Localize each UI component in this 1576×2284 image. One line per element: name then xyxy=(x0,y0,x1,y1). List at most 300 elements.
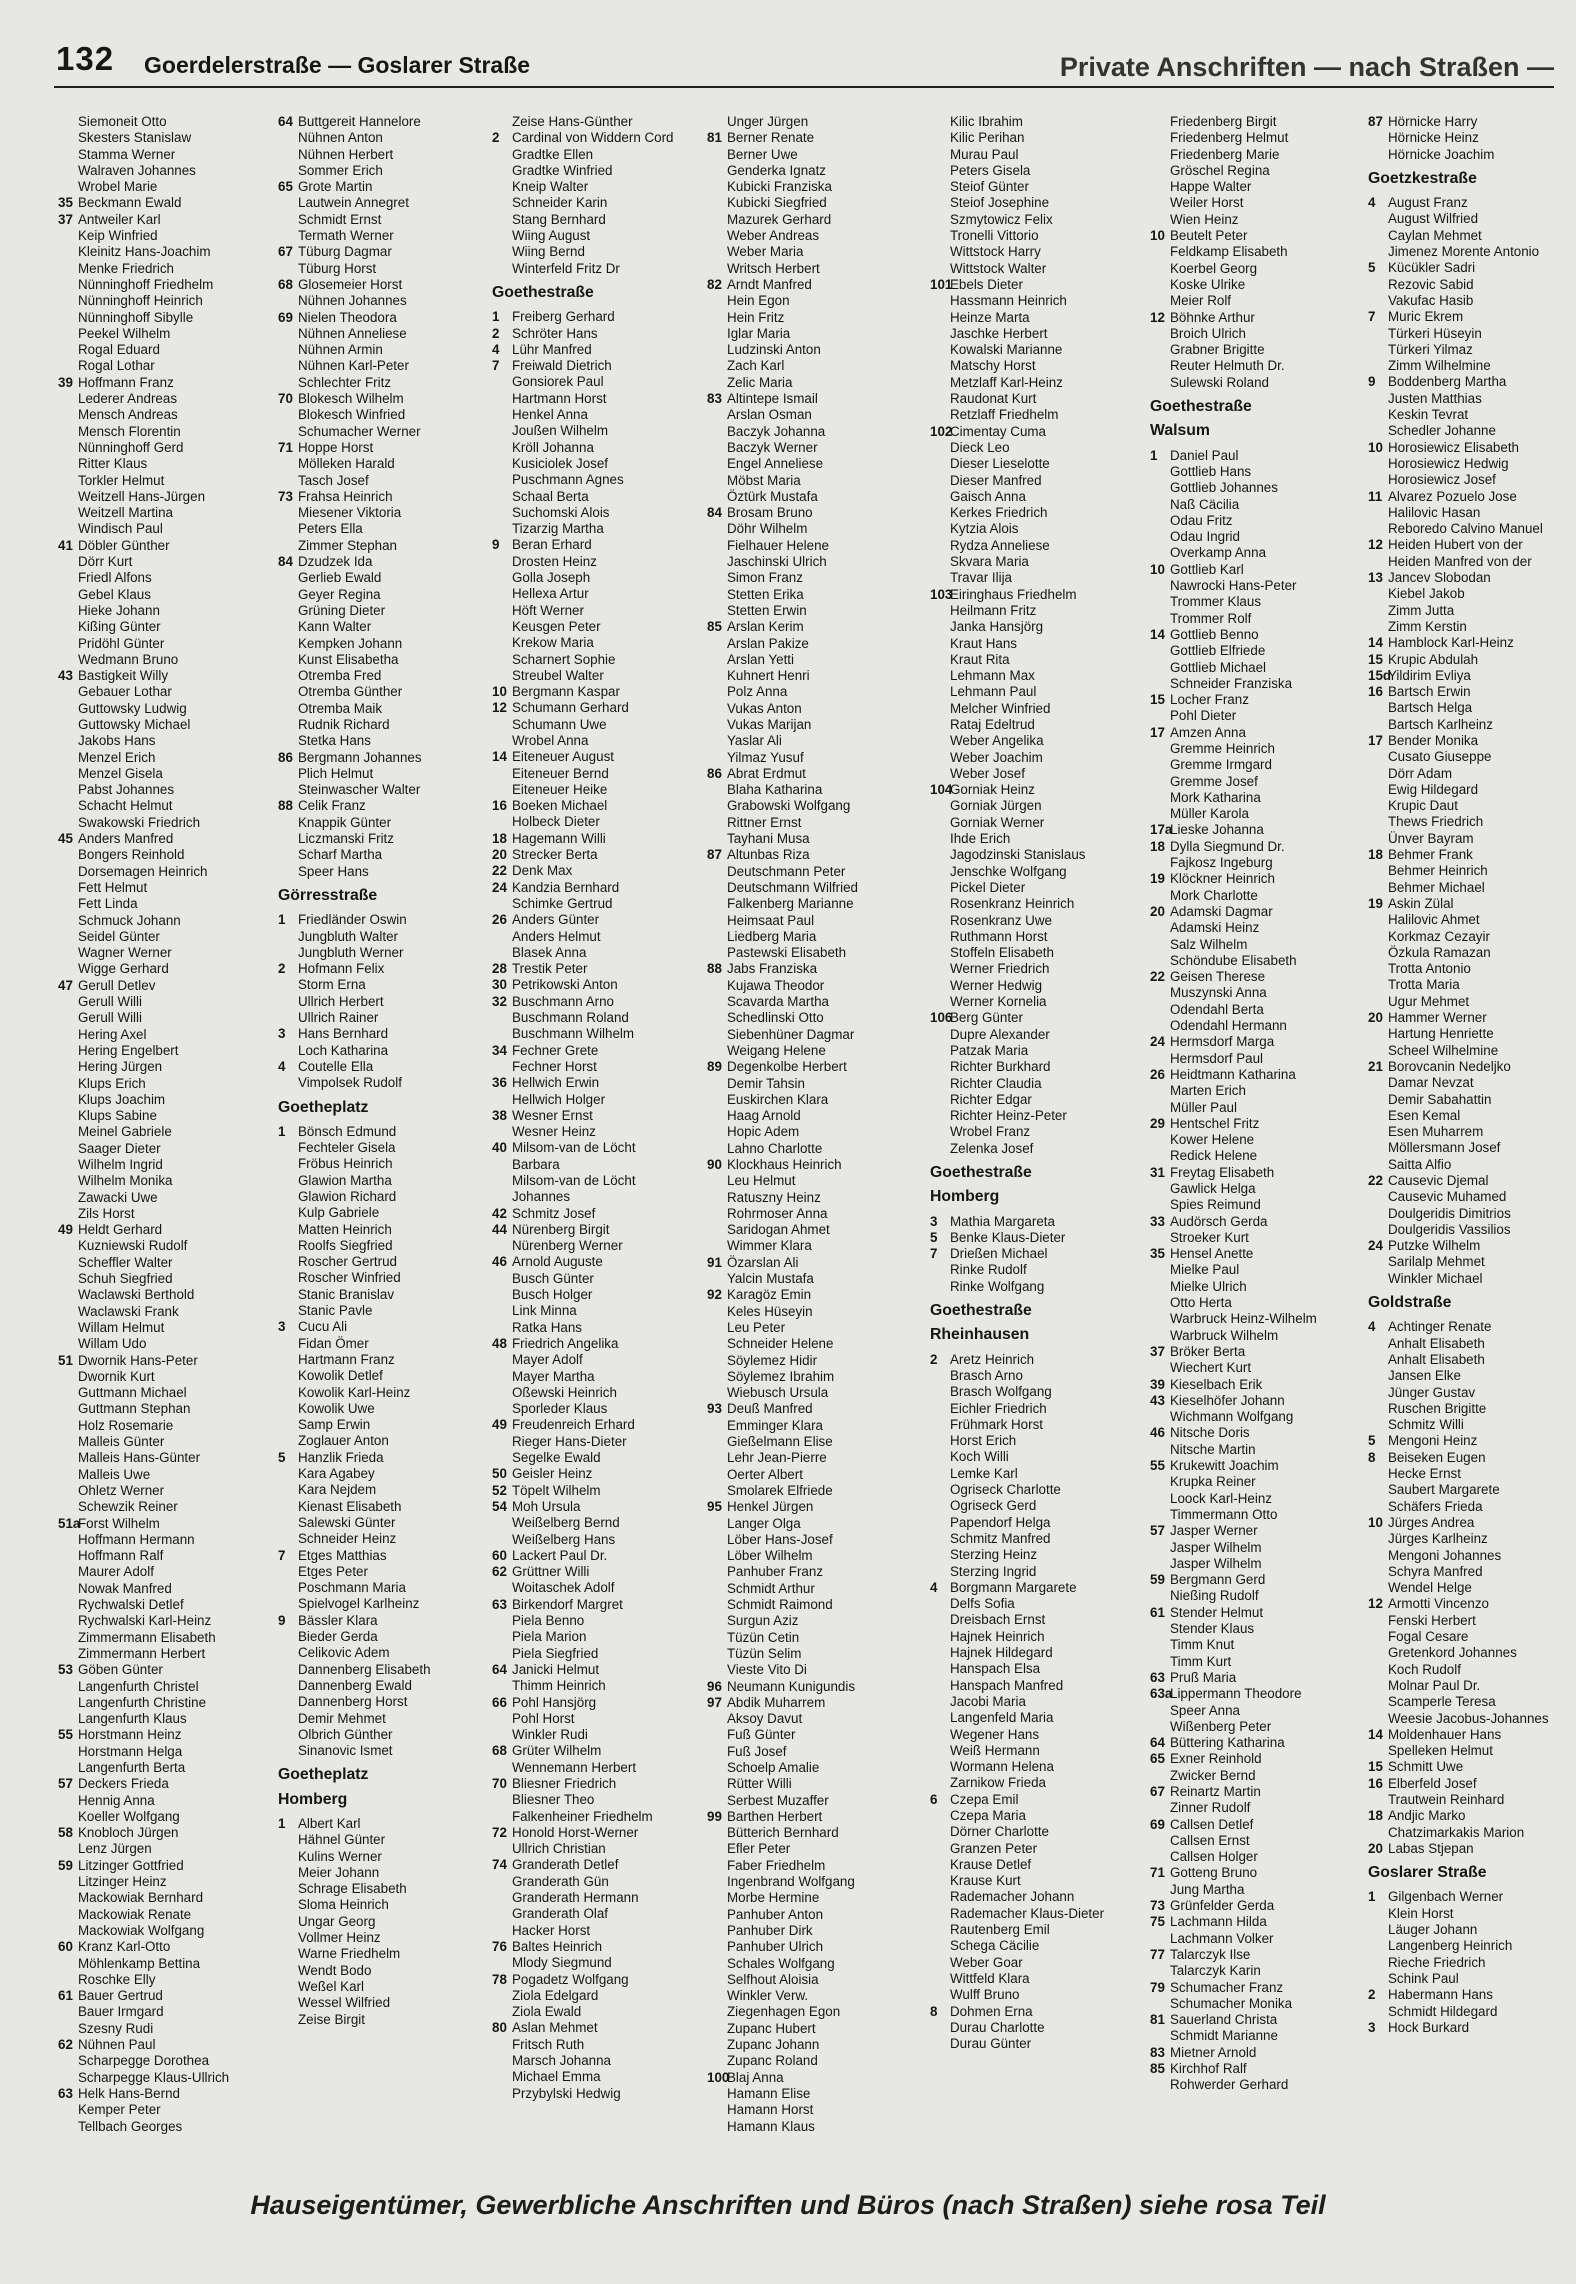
resident-name: Cucu Ali xyxy=(298,1319,348,1335)
resident-name: Ungar Georg xyxy=(298,1913,376,1929)
resident-name: Piela Siegfried xyxy=(512,1645,599,1661)
house-number: 84 xyxy=(707,505,722,521)
street-heading: Goethestraße xyxy=(930,1164,1032,1181)
house-number: 32 xyxy=(492,993,507,1009)
house-number: 104 xyxy=(930,782,953,798)
resident-name: Nitsche Doris xyxy=(1170,1425,1250,1441)
resident-name: Schega Cäcilie xyxy=(950,1938,1040,1954)
directory-entry xyxy=(1368,652,1576,668)
house-number: 57 xyxy=(1150,1523,1165,1539)
resident-name: Fechner Horst xyxy=(512,1058,597,1074)
directory-entry xyxy=(1150,1360,1362,1376)
resident-name: Saridogan Ahmet xyxy=(727,1222,830,1238)
directory-entry xyxy=(58,1646,270,1662)
house-number: 1 xyxy=(1368,1889,1376,1905)
directory-entry xyxy=(707,864,919,880)
resident-name: Waclawski Berthold xyxy=(78,1287,195,1303)
resident-name: Knobloch Jürgen xyxy=(78,1825,179,1841)
directory-entry xyxy=(1368,1482,1576,1498)
resident-name: Kulp Gabriele xyxy=(298,1205,380,1221)
resident-name: Malleis Günter xyxy=(78,1434,165,1450)
house-number: 63a xyxy=(1150,1686,1173,1702)
directory-entry xyxy=(1150,1230,1362,1246)
directory-entry xyxy=(58,652,270,668)
directory-entry xyxy=(930,163,1142,179)
resident-name: Möhlenkamp Bettina xyxy=(78,1955,201,1971)
resident-name: Kowalski Marianne xyxy=(950,342,1063,358)
resident-name: Ruthmann Horst xyxy=(950,928,1048,944)
resident-name: Deutschmann Peter xyxy=(727,863,846,879)
directory-entry xyxy=(492,1955,704,1971)
directory-entry xyxy=(1368,1955,1576,1971)
directory-entry xyxy=(1368,1206,1576,1222)
directory-entry xyxy=(930,1141,1142,1157)
directory-entry xyxy=(58,489,270,505)
resident-name: Nünninghoff Sibylle xyxy=(78,309,194,325)
directory-entry xyxy=(492,1010,704,1026)
directory-entry xyxy=(930,798,1142,814)
directory-entry xyxy=(492,228,704,244)
resident-name: Hans Bernhard xyxy=(298,1026,389,1042)
resident-name: Esen Muharrem xyxy=(1388,1124,1484,1140)
directory-entry xyxy=(278,342,490,358)
resident-name: Dörr Adam xyxy=(1388,765,1452,781)
resident-name: Yilmaz Yusuf xyxy=(727,749,804,765)
directory-entry xyxy=(58,1222,270,1238)
resident-name: Birkendorf Margret xyxy=(512,1596,623,1612)
directory-entry xyxy=(278,1662,490,1678)
directory-entry xyxy=(930,1727,1142,1743)
resident-name: Bauer Gertrud xyxy=(78,1988,163,2004)
house-number: 4 xyxy=(1368,195,1376,211)
house-number: 15 xyxy=(1368,1759,1383,1775)
resident-name: Gremme Josef xyxy=(1170,773,1258,789)
directory-entry xyxy=(278,130,490,146)
resident-name: Peekel Wilhelm xyxy=(78,325,171,341)
resident-name: Frühmark Horst xyxy=(950,1416,1044,1432)
directory-entry xyxy=(930,1515,1142,1531)
resident-name: Causevic Muhamed xyxy=(1388,1189,1507,1205)
resident-name: Drosten Heinz xyxy=(512,553,597,569)
directory-entry xyxy=(1368,1254,1576,1270)
directory-entry xyxy=(492,1483,704,1499)
directory-entry xyxy=(707,1809,919,1825)
resident-name: Dörr Kurt xyxy=(78,554,133,570)
resident-name: Rieche Friedrich xyxy=(1388,1954,1486,1970)
directory-entry xyxy=(58,244,270,260)
resident-name: Emminger Klara xyxy=(727,1417,823,1433)
directory-entry xyxy=(930,1743,1142,1759)
directory-entry xyxy=(1368,1743,1576,1759)
directory-entry xyxy=(1368,1727,1576,1743)
directory-entry xyxy=(492,1466,704,1482)
resident-name: Nühnen Herbert xyxy=(298,146,394,162)
resident-name: Winterfeld Fritz Dr xyxy=(512,260,620,276)
house-number: 15 xyxy=(1150,692,1165,708)
directory-entry xyxy=(58,310,270,326)
resident-name: Keles Hüseyin xyxy=(727,1303,813,1319)
directory-entry xyxy=(58,228,270,244)
resident-name: Hecke Ernst xyxy=(1388,1466,1461,1482)
directory-entry xyxy=(930,293,1142,309)
resident-name: Hartmann Horst xyxy=(512,390,607,406)
directory-entry xyxy=(1368,1711,1576,1727)
directory-entry xyxy=(707,554,919,570)
directory-entry xyxy=(707,766,919,782)
house-number: 72 xyxy=(492,1824,507,1840)
directory-entry xyxy=(1150,1148,1362,1164)
directory-entry xyxy=(278,538,490,554)
directory-entry xyxy=(1150,1980,1362,1996)
resident-name: Kücükler Sadri xyxy=(1388,260,1476,276)
directory-entry xyxy=(58,978,270,994)
resident-name: Hopic Adem xyxy=(727,1124,800,1140)
resident-name: Oerter Albert xyxy=(727,1466,803,1482)
resident-name: Lederer Andreas xyxy=(78,391,178,407)
resident-name: Nowak Manfred xyxy=(78,1580,172,1596)
directory-entry xyxy=(278,1254,490,1270)
directory-entry xyxy=(707,212,919,228)
directory-entry xyxy=(278,195,490,211)
resident-name: Heilmann Fritz xyxy=(950,602,1037,618)
directory-entry xyxy=(707,424,919,440)
directory-entry xyxy=(278,977,490,993)
resident-name: Jaschke Herbert xyxy=(950,325,1048,341)
resident-name: Trautwein Reinhard xyxy=(1388,1791,1505,1807)
directory-entry xyxy=(1368,1124,1576,1140)
house-number: 33 xyxy=(1150,1213,1165,1229)
resident-name: Pastewski Elisabeth xyxy=(727,945,847,961)
directory-entry xyxy=(278,1466,490,1482)
directory-entry xyxy=(1150,920,1362,936)
directory-entry xyxy=(707,1793,919,1809)
directory-entry xyxy=(1150,806,1362,822)
resident-name: Timm Knut xyxy=(1170,1637,1235,1653)
directory-entry xyxy=(1368,1596,1576,1612)
resident-name: Denk Max xyxy=(512,863,573,879)
resident-name: Rogal Eduard xyxy=(78,342,160,358)
resident-name: Tronelli Vittorio xyxy=(950,228,1039,244)
directory-entry xyxy=(492,1874,704,1890)
resident-name: Hermsdorf Marga xyxy=(1170,1034,1275,1050)
directory-entry xyxy=(58,668,270,684)
resident-name: Fechteler Gisela xyxy=(298,1140,396,1156)
resident-name: Rychwalski Detlef xyxy=(78,1597,184,1613)
directory-entry xyxy=(707,1141,919,1157)
resident-name: Özkula Ramazan xyxy=(1388,944,1491,960)
directory-entry xyxy=(707,978,919,994)
resident-name: Czepa Maria xyxy=(950,1807,1026,1823)
directory-entry xyxy=(1368,1531,1576,1547)
house-number: 64 xyxy=(492,1661,507,1677)
resident-name: Delfs Sofia xyxy=(950,1596,1015,1612)
resident-name: Warbruck Heinz-Wilhelm xyxy=(1170,1311,1317,1327)
resident-name: Langenberg Heinrich xyxy=(1388,1938,1513,1954)
resident-name: Freytag Elisabeth xyxy=(1170,1164,1275,1180)
house-number: 13 xyxy=(1368,570,1383,586)
directory-entry xyxy=(707,1010,919,1026)
directory-entry xyxy=(278,798,490,814)
resident-name: Dupre Alexander xyxy=(950,1026,1050,1042)
directory-entry xyxy=(930,1857,1142,1873)
house-number: 1 xyxy=(278,1123,286,1139)
directory-entry xyxy=(1150,342,1362,358)
house-number: 68 xyxy=(278,276,293,292)
resident-name: Zarnikow Frieda xyxy=(950,1775,1046,1791)
directory-entry xyxy=(278,1450,490,1466)
directory-entry xyxy=(1150,1605,1362,1621)
directory-entry xyxy=(930,424,1142,440)
resident-name: Schaal Berta xyxy=(512,488,589,504)
directory-column-7 xyxy=(1368,114,1576,2036)
directory-entry xyxy=(930,1808,1142,1824)
directory-entry xyxy=(492,407,704,423)
resident-name: Schmitz Josef xyxy=(512,1205,596,1221)
house-number: 65 xyxy=(1150,1751,1165,1767)
resident-name: Lehmann Max xyxy=(950,668,1035,684)
resident-name: Fielhauer Helene xyxy=(727,537,829,553)
directory-entry xyxy=(1150,1882,1362,1898)
house-number: 75 xyxy=(1150,1914,1165,1930)
resident-name: Holz Rosemarie xyxy=(78,1417,174,1433)
resident-name: Odendahl Berta xyxy=(1170,1001,1264,1017)
directory-entry xyxy=(1368,489,1576,505)
house-number: 19 xyxy=(1368,895,1383,911)
directory-entry xyxy=(1368,831,1576,847)
house-number: 68 xyxy=(492,1743,507,1759)
directory-entry xyxy=(1150,937,1362,953)
resident-name: Vakufac Hasib xyxy=(1388,292,1474,308)
resident-name: Neumann Kunigundis xyxy=(727,1678,856,1694)
resident-name: Stender Klaus xyxy=(1170,1621,1255,1637)
directory-entry xyxy=(707,1679,919,1695)
resident-name: Wrobel Franz xyxy=(950,1124,1031,1140)
resident-name: Freudenreich Erhard xyxy=(512,1417,635,1433)
resident-name: Scheel Wilhelmine xyxy=(1388,1042,1499,1058)
directory-entry xyxy=(1150,244,1362,260)
resident-name: Möbst Maria xyxy=(727,472,801,488)
directory-entry xyxy=(707,1434,919,1450)
resident-name: Sulewski Roland xyxy=(1170,374,1269,390)
house-number: 30 xyxy=(492,977,507,993)
directory-entry xyxy=(278,326,490,342)
directory-entry xyxy=(492,1075,704,1091)
directory-entry xyxy=(1150,480,1362,496)
directory-entry xyxy=(930,717,1142,733)
directory-entry xyxy=(58,358,270,374)
house-number: 4 xyxy=(492,341,500,357)
directory-entry xyxy=(278,701,490,717)
directory-entry xyxy=(492,1189,704,1205)
directory-entry xyxy=(930,1417,1142,1433)
resident-name: Hamann Klaus xyxy=(727,2118,815,2134)
directory-entry xyxy=(1368,244,1576,260)
resident-name: Ludzinski Anton xyxy=(727,342,821,358)
resident-name: Scamperle Teresa xyxy=(1388,1694,1496,1710)
resident-name: Heimsaat Paul xyxy=(727,912,815,928)
resident-name: Antweiler Karl xyxy=(78,211,161,227)
house-number: 55 xyxy=(58,1727,73,1743)
resident-name: Borovcanin Nedeljko xyxy=(1388,1058,1511,1074)
resident-name: Horosiewicz Josef xyxy=(1388,472,1496,488)
directory-entry xyxy=(930,1987,1142,2003)
resident-name: Rinke Wolfgang xyxy=(950,1278,1045,1294)
directory-entry xyxy=(278,766,490,782)
house-number: 71 xyxy=(278,439,293,455)
directory-entry xyxy=(58,1793,270,1809)
directory-entry xyxy=(1150,2077,1362,2093)
directory-entry xyxy=(930,1678,1142,1694)
resident-name: Bergmann Kaspar xyxy=(512,684,620,700)
resident-name: Sinanovic Ismet xyxy=(298,1743,393,1759)
house-number: 63 xyxy=(58,2085,73,2101)
resident-name: Peters Ella xyxy=(298,521,363,537)
house-number: 81 xyxy=(1150,2012,1165,2028)
resident-name: Michael Emma xyxy=(512,2069,601,2085)
directory-entry xyxy=(492,1238,704,1254)
resident-name: Aretz Heinrich xyxy=(950,1351,1035,1367)
directory-entry xyxy=(930,945,1142,961)
directory-entry xyxy=(707,1499,919,1515)
resident-name: Schröter Hans xyxy=(512,325,598,341)
directory-entry xyxy=(930,1449,1142,1465)
directory-entry xyxy=(930,1629,1142,1645)
resident-name: Matten Heinrich xyxy=(298,1221,392,1237)
resident-name: Henkel Anna xyxy=(512,407,588,423)
resident-name: Berner Uwe xyxy=(727,146,798,162)
house-number: 48 xyxy=(492,1335,507,1351)
directory-entry xyxy=(492,896,704,912)
directory-entry xyxy=(492,391,704,407)
directory-entry xyxy=(707,1597,919,1613)
directory-entry xyxy=(1150,1311,1362,1327)
house-number: 14 xyxy=(1368,635,1383,651)
resident-name: Zoglauer Anton xyxy=(298,1433,389,1449)
house-number: 8 xyxy=(1368,1449,1376,1465)
directory-entry xyxy=(278,1548,490,1564)
directory-entry xyxy=(278,603,490,619)
resident-name: Durau Charlotte xyxy=(950,2019,1045,2035)
resident-name: Hanspach Elsa xyxy=(950,1661,1041,1677)
district-heading: Homberg xyxy=(930,1188,1000,1206)
resident-name: Willam Helmut xyxy=(78,1319,165,1335)
directory-entry xyxy=(1368,994,1576,1010)
resident-name: Wilhelm Monika xyxy=(78,1173,173,1189)
directory-entry xyxy=(278,1059,490,1075)
directory-entry xyxy=(492,977,704,993)
directory-entry xyxy=(707,1271,919,1287)
resident-name: Fett Helmut xyxy=(78,879,148,895)
house-number: 16 xyxy=(1368,1775,1383,1791)
resident-name: Gerull Detlev xyxy=(78,977,156,993)
directory-entry xyxy=(58,1353,270,1369)
directory-entry xyxy=(1150,358,1362,374)
resident-name: Jaschinski Ulrich xyxy=(727,554,827,570)
directory-entry xyxy=(1150,448,1362,464)
directory-entry xyxy=(930,1547,1142,1563)
directory-entry xyxy=(707,1972,919,1988)
resident-name: Winkler Michael xyxy=(1388,1270,1483,1286)
directory-entry xyxy=(1150,1051,1362,1067)
directory-entry xyxy=(707,750,919,766)
resident-name: Mazurek Gerhard xyxy=(727,211,832,227)
resident-name: Cusato Giuseppe xyxy=(1388,749,1492,765)
directory-entry xyxy=(930,847,1142,863)
resident-name: Sterzing Heinz xyxy=(950,1547,1038,1563)
resident-name: Przybylski Hedwig xyxy=(512,2085,621,2101)
house-number: 79 xyxy=(1150,1979,1165,1995)
directory-entry xyxy=(492,1157,704,1173)
directory-entry xyxy=(1368,1694,1576,1710)
house-number: 14 xyxy=(1150,626,1165,642)
directory-entry xyxy=(707,1287,919,1303)
directory-entry xyxy=(58,929,270,945)
directory-entry xyxy=(930,652,1142,668)
resident-name: Rychwalski Karl-Heinz xyxy=(78,1613,212,1629)
resident-name: Milsom-van de Löcht xyxy=(512,1173,636,1188)
resident-name: Gorniak Jürgen xyxy=(950,798,1042,814)
directory-entry xyxy=(1150,1377,1362,1393)
resident-name: Zimm Jutta xyxy=(1388,602,1455,618)
resident-name: Klockhaus Heinrich xyxy=(727,1157,842,1172)
directory-entry xyxy=(930,1531,1142,1547)
resident-name: Frahsa Heinrich xyxy=(298,488,393,504)
resident-name: Busch Günter xyxy=(512,1270,594,1286)
directory-entry xyxy=(58,1092,270,1108)
directory-entry xyxy=(278,1156,490,1172)
directory-entry xyxy=(58,293,270,309)
directory-entry xyxy=(707,668,919,684)
directory-entry xyxy=(930,1059,1142,1075)
directory-entry xyxy=(58,1776,270,1792)
directory-entry xyxy=(278,1596,490,1612)
resident-name: Buschmann Roland xyxy=(512,1010,629,1026)
resident-name: Puschmann Agnes xyxy=(512,472,624,488)
directory-entry xyxy=(930,1564,1142,1580)
directory-entry xyxy=(1150,293,1362,309)
directory-entry xyxy=(58,1190,270,1206)
directory-entry xyxy=(930,1262,1142,1278)
directory-entry xyxy=(58,1255,270,1271)
directory-entry xyxy=(707,1744,919,1760)
resident-name: Etges Matthias xyxy=(298,1547,387,1563)
directory-entry xyxy=(707,1874,919,1890)
resident-name: Grabowski Wolfgang xyxy=(727,798,851,814)
resident-name: Kujawa Theodor xyxy=(727,977,825,993)
resident-name: Samp Erwin xyxy=(298,1417,371,1433)
directory-entry xyxy=(1150,529,1362,545)
resident-name: Janicki Helmut xyxy=(512,1661,600,1677)
resident-name: Zach Karl xyxy=(727,358,785,374)
directory-entry xyxy=(278,994,490,1010)
directory-entry xyxy=(1150,1262,1362,1278)
directory-entry xyxy=(58,2102,270,2118)
directory-entry xyxy=(492,1532,704,1548)
directory-entry xyxy=(1368,1433,1576,1449)
directory-entry xyxy=(1150,1800,1362,1816)
house-number: 83 xyxy=(707,391,722,407)
resident-name: Berner Renate xyxy=(727,130,815,146)
resident-name: Kytzia Alois xyxy=(950,521,1019,537)
resident-name: Segelke Ewald xyxy=(512,1450,601,1466)
directory-entry xyxy=(1368,1173,1576,1189)
resident-name: Beran Erhard xyxy=(512,537,592,553)
resident-name: Muric Ekrem xyxy=(1388,309,1464,325)
directory-entry xyxy=(1368,570,1576,586)
resident-name: Bartsch Erwin xyxy=(1388,684,1471,700)
resident-name: Kowolik Uwe xyxy=(298,1400,375,1416)
resident-name: Langenfeld Maria xyxy=(950,1710,1054,1726)
